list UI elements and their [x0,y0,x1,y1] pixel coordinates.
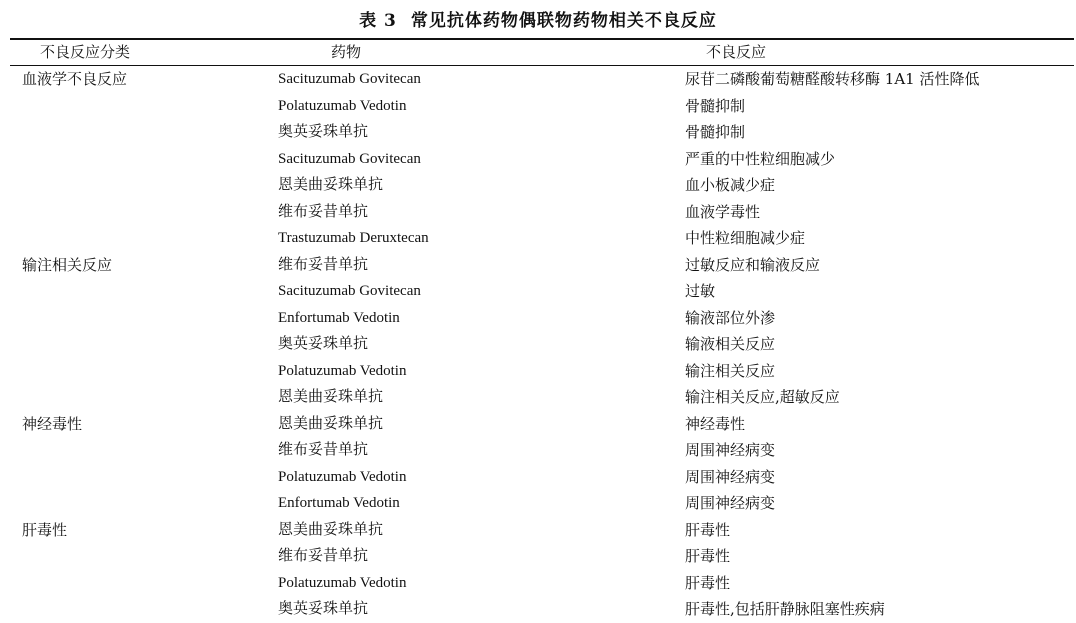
row-adverse-reaction-cell: 尿苷二磷酸葡萄糖醛酸转移酶 1A1 活性降低 [685,70,980,88]
row-adverse-reaction-cell: 血液学毒性 [685,202,761,221]
table-row [0,331,1076,358]
row-adverse-reaction-cell: 肝毒性 [685,547,731,565]
row-adverse-reaction-cell: 骨髓抑制 [685,96,746,115]
row-category-cell: 肝毒性 [22,520,68,539]
row-adverse-reaction-cell: 周围神经病变 [685,441,776,459]
row-drug-cell: Enfortumab Vedotin [278,309,400,326]
row-adverse-reaction-cell: 输液相关反应 [685,335,776,353]
row-adverse-reaction-cell: 肝毒性 [685,520,731,539]
table-row [0,93,1076,120]
row-drug-cell: 奥英妥珠单抗 [278,601,369,617]
header-drug: 药物 [331,43,362,61]
table-title: 常见抗体药物偶联物药物相关不良反应 [410,11,717,31]
table-row [0,543,1076,570]
header-category: 不良反应分类 [40,43,131,61]
row-drug-cell: Polatuzumab Vedotin [278,362,407,379]
row-drug-cell: 维布妥昔单抗 [278,442,369,458]
row-adverse-reaction-cell: 周围神经病变 [685,494,776,512]
row-drug-cell: 恩美曲妥珠单抗 [278,177,384,193]
row-drug-cell: 奥英妥珠单抗 [278,336,369,352]
table-row [0,119,1076,146]
row-adverse-reaction-cell: 输注相关反应 [685,361,776,380]
table-number: 表 3 [359,11,397,31]
table-body [0,66,1076,623]
row-adverse-reaction-cell: 严重的中性粒细胞减少 [685,149,836,168]
table-top-rule [10,38,1074,40]
row-category-cell: 输注相关反应 [22,255,113,274]
table-row [0,570,1076,597]
table-row [0,411,1076,438]
table-row [0,146,1076,173]
row-drug-cell: Polatuzumab Vedotin [278,468,407,485]
table-row [0,305,1076,332]
row-adverse-reaction-cell: 中性粒细胞减少症 [685,229,806,247]
table-row [0,464,1076,491]
table-caption [0,6,1076,31]
row-drug-cell: 维布妥昔单抗 [278,256,369,273]
table-row [0,66,1076,93]
table-row [0,490,1076,517]
table-row [0,437,1076,464]
row-adverse-reaction-cell: 过敏 [685,282,716,300]
row-category-cell: 神经毒性 [22,414,83,433]
row-drug-cell: 恩美曲妥珠单抗 [278,389,384,405]
row-drug-cell: 奥英妥珠单抗 [278,124,369,140]
row-drug-cell: 维布妥昔单抗 [278,203,369,220]
table-row [0,384,1076,411]
row-drug-cell: Polatuzumab Vedotin [278,97,407,114]
row-category-cell: 血液学不良反应 [22,70,128,88]
row-drug-cell: Sacituzumab Govitecan [278,71,421,87]
table-row [0,596,1076,623]
row-adverse-reaction-cell: 输液部位外渗 [685,308,776,327]
table-row [0,358,1076,385]
row-adverse-reaction-cell: 过敏反应和输液反应 [685,255,821,274]
table-row [0,278,1076,305]
row-adverse-reaction-cell: 输注相关反应,超敏反应 [685,388,840,406]
table-row [0,172,1076,199]
row-adverse-reaction-cell: 神经毒性 [685,414,746,433]
row-adverse-reaction-cell: 肝毒性,包括肝静脉阻塞性疾病 [685,600,885,618]
table-row [0,225,1076,252]
row-drug-cell: Sacituzumab Govitecan [278,150,421,167]
row-adverse-reaction-cell: 肝毒性 [685,573,731,592]
row-drug-cell: 维布妥昔单抗 [278,548,369,564]
row-adverse-reaction-cell: 血小板减少症 [685,176,776,194]
row-drug-cell: 恩美曲妥珠单抗 [278,521,384,538]
row-drug-cell: Sacituzumab Govitecan [278,283,421,299]
header-adverse-reaction: 不良反应 [706,43,767,61]
table-row [0,517,1076,544]
table-row [0,252,1076,279]
row-drug-cell: 恩美曲妥珠单抗 [278,415,384,432]
row-drug-cell: Polatuzumab Vedotin [278,574,407,591]
row-drug-cell: Trastuzumab Deruxtecan [278,230,429,246]
row-adverse-reaction-cell: 骨髓抑制 [685,123,746,141]
row-drug-cell: Enfortumab Vedotin [278,495,400,511]
table-row [0,199,1076,226]
row-adverse-reaction-cell: 周围神经病变 [685,467,776,486]
